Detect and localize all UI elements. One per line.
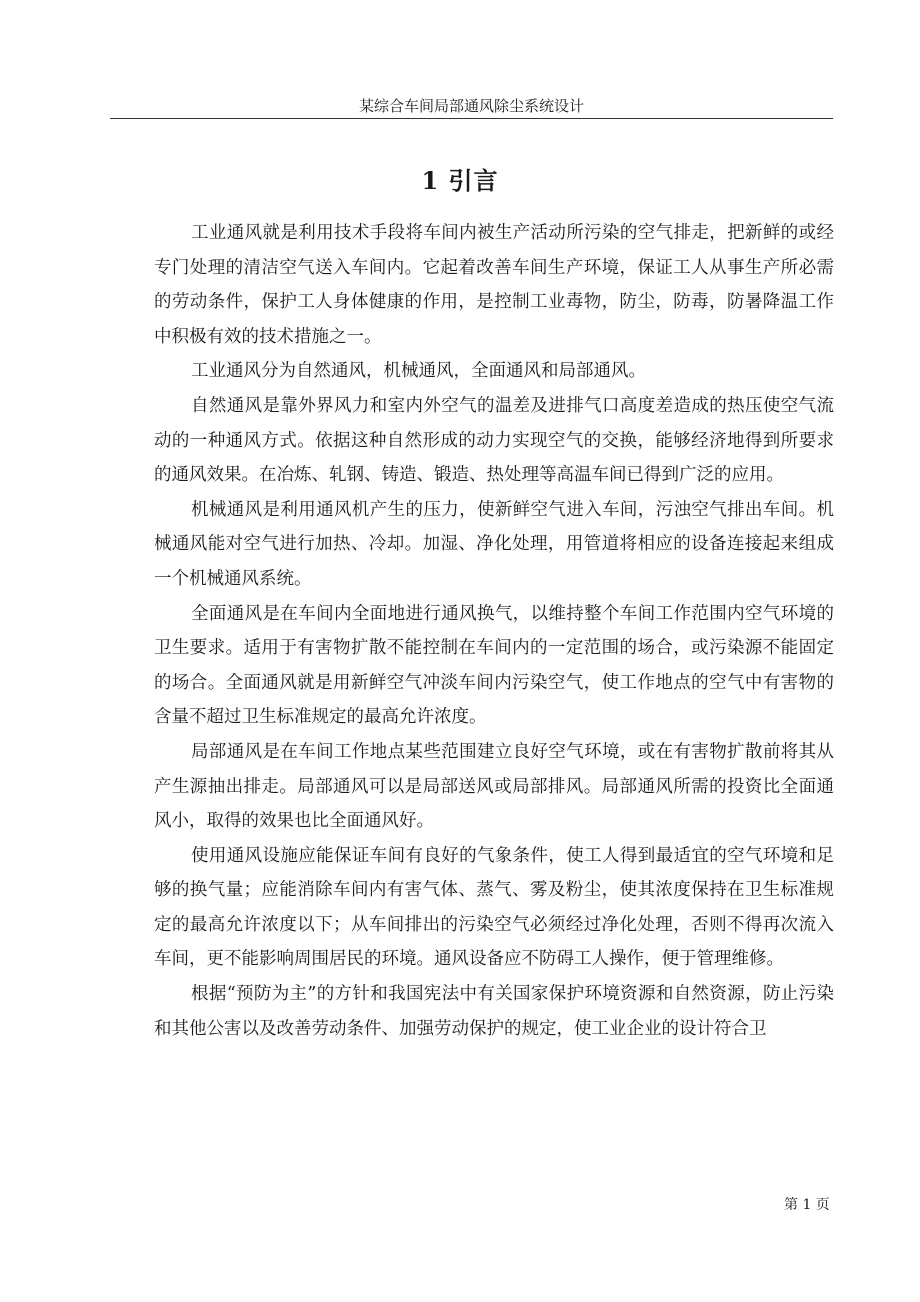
paragraph-ventilation-requirements: 使用通风设施应能保证车间有良好的气象条件，使工人得到最适宜的空气环境和足够的换气量；应能消除车间内有害气体、蒸气、雾及粉尘，使其浓度保持在卫生标准规定的最高允许浓度以下；从车间排出的污染空气必须经过净化处理，否则不得再次流入车间，更不能影响周围居民的环境。通风设备应不防碍工人操作，便于管理维修。 [154,845,834,970]
paragraph-design-principles: 根据“预防为主”的方针和我国宪法中有关国家保护环境资源和自然资源，防止污染和其他公害以及改善劳动条件、加强劳动保护的规定，使工业企业的设计符合卫 [154,984,834,1039]
paragraph-local-ventilation: 局部通风是在车间工作地点某些范围建立良好空气环境，或在有害物扩散前将其从产生源抽出排走。局部通风可以是局部送风或局部排风。局部通风所需的投资比全面通风小，取得的效果也比全面通风好。 [154,741,834,832]
paragraph-general-ventilation: 全面通风是在车间内全面地进行通风换气，以维持整个车间工作范围内空气环境的卫生要求。适用于有害物扩散不能控制在车间内的一定范围的场合，或污染源不能固定的场合。全面通风就是用新鲜空气冲淡车间内污染空气，使工作地点的空气中有害物的含量不超过卫生标准规定的最高允许浓度。 [154,603,834,728]
paragraph-ventilation-types: 工业通风分为自然通风，机械通风，全面通风和局部通风。 [191,361,646,382]
paragraph-industrial-ventilation: 工业通风就是利用技术手段将车间内被生产活动所污染的空气排走，把新鲜的或经专门处理的清洁空气送入车间内。它起着改善车间生产环境，保证工人从事生产所必需的劳动条件，保护工人身体健康的作用，是控制工业毒物，防尘，防毒，防暑降温工作中积极有效的技术措施之一。 [154,223,834,347]
chapter-title: 1 引言 [421,166,499,195]
running-header-title: 某综合车间局部通风除尘系统设计 [358,97,584,115]
paragraph-natural-ventilation: 自然通风是靠外界风力和室内外空气的温差及进排气口高度差造成的热压使空气流动的一种通风方式。依据这种自然形成的动力实现空气的交换，能够经济地得到所要求的通风效果。在冶炼、轧钢、铸造、锻造、热处理等高温车间已得到广泛的应用。 [154,395,834,486]
body-text [154,216,834,1046]
running-header [110,96,833,119]
page-number: 第 1 页 [784,1197,830,1213]
paragraph-mechanical-ventilation: 机械通风是利用通风机产生的压力，使新鲜空气进入车间，污浊空气排出车间。机械通风能对空气进行加热、冷却。加湿、净化处理，用管道将相应的设备连接起来组成一个机械通风系统。 [154,499,834,589]
